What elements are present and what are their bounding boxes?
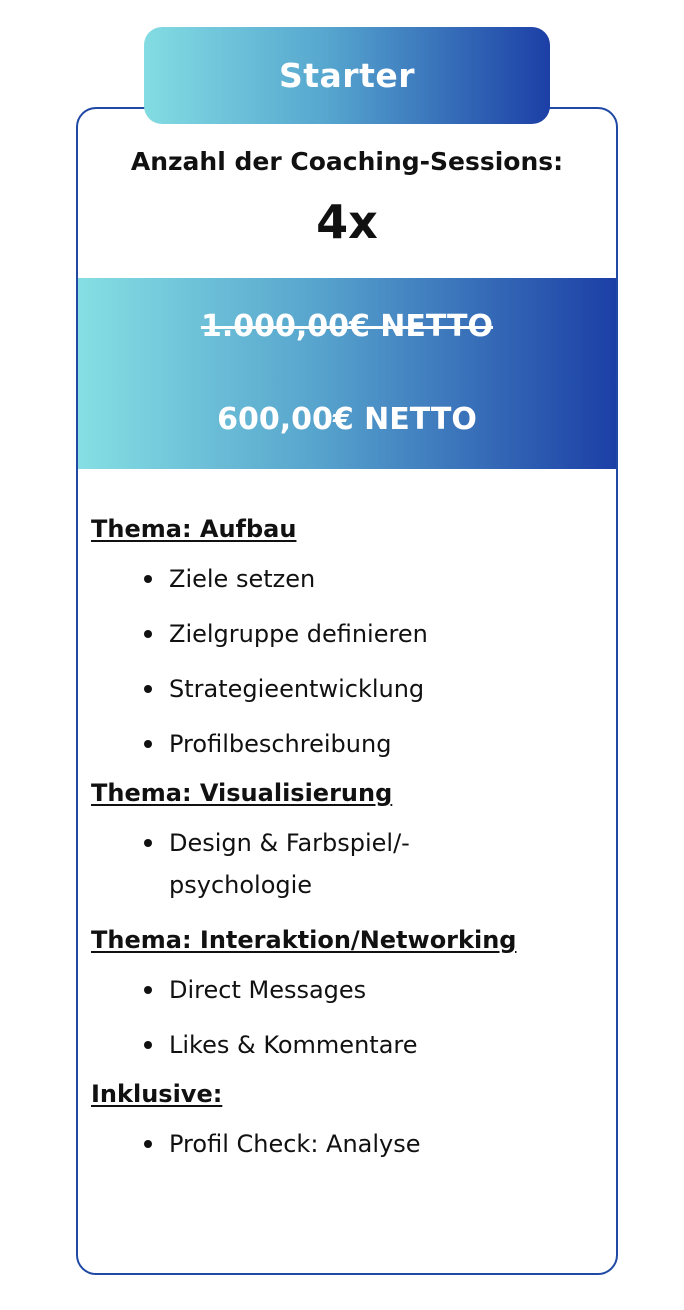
list-item [91,558,606,600]
section-title: Thema: Aufbau [91,515,297,543]
list-item-label: Design & Farbspiel/-psychologie [169,829,410,899]
list-item-label: Profilbeschreibung [169,730,392,758]
bullet-icon [144,740,152,748]
feature-sections [91,514,606,1165]
feature-list [91,558,606,765]
sessions-count: 4x [316,195,378,249]
list-item [91,613,606,655]
plan-name-tab [144,27,550,124]
sessions-label: Anzahl der Coaching-Sessions: [130,147,564,176]
price-band [78,278,616,469]
section-visualisierung [91,778,606,906]
list-item-label: Zielgruppe definieren [169,620,428,648]
bullet-icon [144,630,152,638]
bullet-icon [144,1041,152,1049]
section-title: Thema: Interaktion/Networking [91,926,517,954]
plan-name: Starter [278,56,415,95]
list-item-label: Ziele setzen [169,565,316,593]
feature-list [91,822,606,906]
section-title: Thema: Visualisierung [91,779,393,807]
list-item-label: Profil Check: Analyse [169,1130,421,1158]
bullet-icon [144,986,152,994]
bullet-icon [144,1140,152,1148]
old-price: 1.000,00€ NETTO [200,309,494,344]
list-item [91,969,606,1011]
section-aufbau [91,514,606,765]
list-item-label: Strategieentwicklung [169,675,425,703]
list-item [91,822,459,906]
bullet-icon [144,839,152,847]
section-inklusive [91,1079,606,1165]
list-item [91,723,606,765]
pricing-card [76,107,618,1275]
feature-list [91,969,606,1066]
bullet-icon [144,685,152,693]
list-item [91,1024,606,1066]
bullet-icon [144,575,152,583]
list-item [91,1123,606,1165]
list-item-label: Likes & Kommentare [169,1031,418,1059]
list-item [91,668,606,710]
list-item-label: Direct Messages [169,976,367,1004]
section-title: Inklusive: [91,1080,223,1108]
section-interaktion [91,925,606,1066]
new-price: 600,00€ NETTO [217,402,477,437]
feature-list [91,1123,606,1165]
